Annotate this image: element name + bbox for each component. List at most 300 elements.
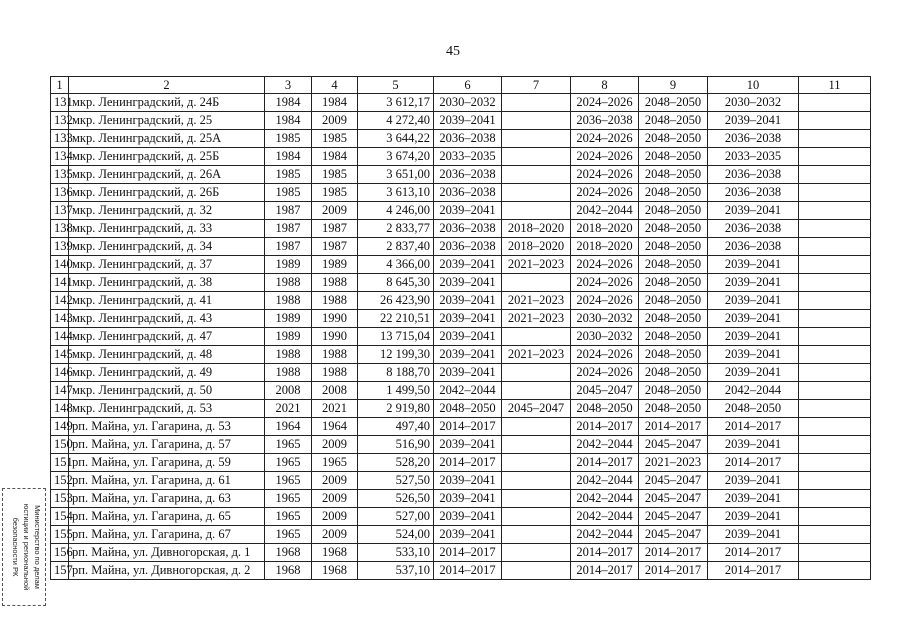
table-cell [799,544,871,562]
table-cell: 2048–2050 [639,364,708,382]
table-cell: 2039–2041 [708,112,799,130]
table-cell: 1984 [265,148,312,166]
table-cell: 22 210,51 [358,310,434,328]
table-cell: 2039–2041 [708,292,799,310]
table-row [51,418,871,436]
table-cell: 516,90 [358,436,434,454]
table-cell: 2018–2020 [571,238,639,256]
table-cell: 2009 [312,472,358,490]
table-cell: 2048–2050 [708,400,799,418]
column-header: 11 [799,77,871,94]
table-cell: 2042–2044 [434,382,502,400]
table-cell [502,202,571,220]
table-cell [502,274,571,292]
table-cell: 2048–2050 [571,400,639,418]
table-cell: 2048–2050 [639,166,708,184]
column-header: 9 [639,77,708,94]
table-cell: 1968 [312,544,358,562]
table-row [51,454,871,472]
table-cell: 132 [51,112,69,130]
table-cell: 2048–2050 [639,346,708,364]
table-row [51,346,871,364]
column-header: 3 [265,77,312,94]
table-cell: 2024–2026 [571,94,639,112]
column-header: 2 [69,77,265,94]
table-cell [502,418,571,436]
table-cell: 2014–2017 [639,418,708,436]
table-cell: 148 [51,400,69,418]
table-cell: мкр. Ленинградский, д. 25А [69,130,265,148]
table-cell: 2039–2041 [434,292,502,310]
table-cell: 2014–2017 [639,562,708,580]
column-header: 4 [312,77,358,94]
table-cell: мкр. Ленинградский, д. 25Б [69,148,265,166]
table-cell [502,184,571,202]
table-cell: 1968 [265,544,312,562]
table-cell [502,526,571,544]
table-cell: 2021–2023 [502,256,571,274]
table-cell: 2 919,80 [358,400,434,418]
table-cell: 156 [51,544,69,562]
table-cell [502,490,571,508]
table-cell: рп. Майна, ул. Гагарина, д. 59 [69,454,265,472]
table-cell [799,508,871,526]
table-cell [799,130,871,148]
stamp-line: юстиции и региональной [22,503,31,591]
table-cell: 2018–2020 [571,220,639,238]
table-cell: 2014–2017 [708,562,799,580]
table-cell: 1987 [312,238,358,256]
column-header: 7 [502,77,571,94]
table-cell: 1964 [312,418,358,436]
table-cell: 2039–2041 [434,490,502,508]
table-cell [502,328,571,346]
column-header: 8 [571,77,639,94]
table-cell [799,562,871,580]
table-cell: 2045–2047 [639,436,708,454]
table-row [51,310,871,328]
table-cell: 2021–2023 [639,454,708,472]
table-cell: 2042–2044 [571,436,639,454]
table-cell: 2039–2041 [434,436,502,454]
table-cell: 2048–2050 [639,382,708,400]
table-cell: 3 613,10 [358,184,434,202]
table-cell: 2045–2047 [639,490,708,508]
table-cell: мкр. Ленинградский, д. 47 [69,328,265,346]
table-cell: 2048–2050 [639,112,708,130]
table-cell: 2042–2044 [571,472,639,490]
table-cell: 2008 [312,382,358,400]
table-cell: мкр. Ленинградский, д. 26Б [69,184,265,202]
table-cell: 2039–2041 [434,328,502,346]
table-cell: 2045–2047 [502,400,571,418]
registration-stamp [2,488,46,606]
table-cell: 135 [51,166,69,184]
table-cell: 1987 [265,202,312,220]
table-cell: 1988 [265,292,312,310]
table-cell: 151 [51,454,69,472]
table-cell: 2036–2038 [434,238,502,256]
table-cell: 2048–2050 [639,148,708,166]
table-row [51,166,871,184]
table-cell: 1985 [265,166,312,184]
table-cell: 4 366,00 [358,256,434,274]
table-cell: 2009 [312,112,358,130]
table-cell: 131 [51,94,69,112]
table-cell: 2039–2041 [708,328,799,346]
table-cell [799,274,871,292]
table-row [51,400,871,418]
table-cell: 145 [51,346,69,364]
table-cell: 2033–2035 [708,148,799,166]
table-cell: 2039–2041 [434,526,502,544]
table-cell: 1968 [265,562,312,580]
table-cell: 2014–2017 [434,544,502,562]
table-cell: 139 [51,238,69,256]
table-cell: 2014–2017 [434,562,502,580]
table-cell: 2021–2023 [502,310,571,328]
table-cell: 2024–2026 [571,364,639,382]
table-cell [502,364,571,382]
table-cell: рп. Майна, ул. Гагарина, д. 53 [69,418,265,436]
table-cell: 2024–2026 [571,274,639,292]
table-cell: мкр. Ленинградский, д. 38 [69,274,265,292]
table-cell: 2 833,77 [358,220,434,238]
table-cell: 138 [51,220,69,238]
table-cell: 2033–2035 [434,148,502,166]
table-cell: 1984 [312,94,358,112]
table-cell: 150 [51,436,69,454]
table-cell: рп. Майна, ул. Гагарина, д. 61 [69,472,265,490]
table-cell: 144 [51,328,69,346]
table-cell [799,364,871,382]
table-cell: 1988 [312,346,358,364]
table-cell [799,328,871,346]
table-cell: 2039–2041 [708,346,799,364]
table-cell: 2024–2026 [571,166,639,184]
table-cell: 2039–2041 [708,256,799,274]
table-cell: 2039–2041 [708,310,799,328]
table-cell: 2021–2023 [502,292,571,310]
table-cell: 2042–2044 [571,202,639,220]
table-cell: 2024–2026 [571,148,639,166]
table-cell: 2014–2017 [708,454,799,472]
table-cell: 2024–2026 [571,346,639,364]
table-cell: 2014–2017 [571,418,639,436]
table-cell: мкр. Ленинградский, д. 24Б [69,94,265,112]
column-header: 1 [51,77,69,94]
table-cell: 153 [51,490,69,508]
table-cell: 1985 [312,184,358,202]
table-cell [799,220,871,238]
table-cell: 2036–2038 [434,130,502,148]
table-cell: мкр. Ленинградский, д. 25 [69,112,265,130]
table-row [51,472,871,490]
table-cell [799,490,871,508]
column-header: 10 [708,77,799,94]
table-row [51,238,871,256]
table-cell: 1965 [265,526,312,544]
table-cell: 2042–2044 [571,490,639,508]
table-row [51,562,871,580]
table-cell: 2036–2038 [708,184,799,202]
table-cell: 2014–2017 [571,454,639,472]
column-header: 6 [434,77,502,94]
table-cell: 1988 [265,364,312,382]
table-cell: 2039–2041 [708,274,799,292]
table-cell: 2039–2041 [434,310,502,328]
table-cell: 2048–2050 [639,202,708,220]
stamp-line: Министерство по делам [33,505,42,589]
table-cell: 4 246,00 [358,202,434,220]
table-cell: 2039–2041 [708,490,799,508]
table-cell [799,346,871,364]
table-cell [502,436,571,454]
table-cell: мкр. Ленинградский, д. 50 [69,382,265,400]
table-row [51,130,871,148]
table-cell [799,472,871,490]
table-cell: 1985 [312,130,358,148]
table-cell: 142 [51,292,69,310]
table-row [51,490,871,508]
table-cell: 2008 [265,382,312,400]
table-cell: 2045–2047 [639,526,708,544]
table-cell [502,130,571,148]
table-cell: 497,40 [358,418,434,436]
table-cell: 3 674,20 [358,148,434,166]
table-cell: 2036–2038 [708,166,799,184]
table-body [51,94,871,580]
table-cell: 149 [51,418,69,436]
table-cell: 2014–2017 [434,418,502,436]
table-cell: 1989 [265,256,312,274]
table-cell: 2042–2044 [708,382,799,400]
table-cell: 2036–2038 [708,238,799,256]
table-cell: рп. Майна, ул. Гагарина, д. 65 [69,508,265,526]
table-cell: 2014–2017 [434,454,502,472]
table-cell: 1985 [265,130,312,148]
table-cell: 2039–2041 [434,256,502,274]
table-cell: 26 423,90 [358,292,434,310]
table-cell: 137 [51,202,69,220]
table-cell: 2048–2050 [639,238,708,256]
table-cell: 146 [51,364,69,382]
table-cell [502,112,571,130]
table-cell: 2039–2041 [708,364,799,382]
table-cell: 2042–2044 [571,508,639,526]
table-cell: 1965 [265,472,312,490]
table-cell: 2045–2047 [639,472,708,490]
table-cell: 2039–2041 [434,202,502,220]
table-cell: 2039–2041 [434,364,502,382]
table-cell: 2036–2038 [434,166,502,184]
table-cell: 4 272,40 [358,112,434,130]
table-cell: 2009 [312,202,358,220]
table-cell: 3 612,17 [358,94,434,112]
table-row [51,148,871,166]
table-cell: 2021–2023 [502,346,571,364]
table-cell: 2039–2041 [708,202,799,220]
table-cell [799,292,871,310]
table-cell: 2036–2038 [434,220,502,238]
table-cell: 2048–2050 [639,256,708,274]
table-row [51,436,871,454]
housing-registry-table [50,76,871,580]
table-cell: 2 837,40 [358,238,434,256]
table-cell: 2039–2041 [434,274,502,292]
table-cell: рп. Майна, ул. Дивногорская, д. 2 [69,562,265,580]
table-row [51,274,871,292]
table-cell: 1988 [312,274,358,292]
table-row [51,220,871,238]
table-cell: 13 715,04 [358,328,434,346]
table-cell: 8 645,30 [358,274,434,292]
table-cell: 133 [51,130,69,148]
table-cell: 1987 [265,238,312,256]
table-cell: мкр. Ленинградский, д. 53 [69,400,265,418]
table-cell: 155 [51,526,69,544]
table-cell: 1987 [312,220,358,238]
table-cell: 134 [51,148,69,166]
table-cell: 526,50 [358,490,434,508]
table-cell: 1990 [312,328,358,346]
table-cell: 527,50 [358,472,434,490]
table-cell: 537,10 [358,562,434,580]
table-cell: 524,00 [358,526,434,544]
table-cell: мкр. Ленинградский, д. 32 [69,202,265,220]
table-cell: 1968 [312,562,358,580]
table-cell [502,454,571,472]
table-cell: мкр. Ленинградский, д. 49 [69,364,265,382]
table-cell: 1990 [312,310,358,328]
table-cell [799,238,871,256]
table-cell: мкр. Ленинградский, д. 43 [69,310,265,328]
table-cell: рп. Майна, ул. Гагарина, д. 67 [69,526,265,544]
table-cell: мкр. Ленинградский, д. 33 [69,220,265,238]
table-cell: 2009 [312,526,358,544]
table-cell [799,454,871,472]
table-cell: 2036–2038 [708,220,799,238]
table-cell: 1988 [265,346,312,364]
table-row [51,526,871,544]
table-cell: 1988 [312,292,358,310]
table-cell: 140 [51,256,69,274]
table-cell: 2014–2017 [571,562,639,580]
table-cell: 1989 [312,256,358,274]
table-cell: 147 [51,382,69,400]
column-header: 5 [358,77,434,94]
table-cell: 3 651,00 [358,166,434,184]
table-cell [502,166,571,184]
table-cell: 2030–2032 [434,94,502,112]
table-row [51,184,871,202]
table-cell: 1987 [265,220,312,238]
table-cell [502,508,571,526]
table-cell: 2039–2041 [708,526,799,544]
table-cell: 2039–2041 [708,508,799,526]
table-cell: 2030–2032 [571,328,639,346]
table-row [51,328,871,346]
table-cell [502,148,571,166]
table-cell: рп. Майна, ул. Дивногорская, д. 1 [69,544,265,562]
table-cell: 1965 [265,508,312,526]
table-cell: 2024–2026 [571,184,639,202]
table-row [51,508,871,526]
table-cell: 2036–2038 [434,184,502,202]
table-cell: 1989 [265,310,312,328]
table-cell [799,310,871,328]
table-cell: 1989 [265,328,312,346]
table-cell: 1964 [265,418,312,436]
table-cell: 2048–2050 [639,274,708,292]
table-cell: 2024–2026 [571,256,639,274]
table-cell: 141 [51,274,69,292]
table-cell: 152 [51,472,69,490]
table-cell: 143 [51,310,69,328]
table-cell: 2014–2017 [571,544,639,562]
table-cell: 2021 [265,400,312,418]
table-cell: 2039–2041 [708,472,799,490]
table-cell: мкр. Ленинградский, д. 37 [69,256,265,274]
table-cell: 2018–2020 [502,220,571,238]
table-cell: 2024–2026 [571,130,639,148]
table-cell: рп. Майна, ул. Гагарина, д. 63 [69,490,265,508]
table-row [51,112,871,130]
table-cell [799,166,871,184]
table-cell: 2036–2038 [571,112,639,130]
table-cell: 2039–2041 [708,436,799,454]
table-cell: 2009 [312,508,358,526]
table-row [51,364,871,382]
table-cell: 1965 [265,454,312,472]
table-cell: 2024–2026 [571,292,639,310]
table-cell: 2048–2050 [434,400,502,418]
table-cell: 2048–2050 [639,328,708,346]
table-cell: 1984 [312,148,358,166]
table-cell: 2036–2038 [708,130,799,148]
table-cell [799,382,871,400]
table-cell: 1985 [312,166,358,184]
table-cell: 157 [51,562,69,580]
table-row [51,202,871,220]
table-cell: 2009 [312,436,358,454]
table-row [51,94,871,112]
table-cell: 2039–2041 [434,112,502,130]
table-cell [799,436,871,454]
table-cell [799,526,871,544]
table-cell: 528,20 [358,454,434,472]
table-cell: 2042–2044 [571,526,639,544]
table-cell: 2045–2047 [639,508,708,526]
table-cell: 12 199,30 [358,346,434,364]
table-cell [799,94,871,112]
table-cell: 2048–2050 [639,220,708,238]
table-cell: 1985 [265,184,312,202]
table-cell [799,256,871,274]
column-number-row [51,77,871,94]
table-cell: рп. Майна, ул. Гагарина, д. 57 [69,436,265,454]
table-cell: 136 [51,184,69,202]
table-cell [799,148,871,166]
table-cell: 1965 [265,490,312,508]
table-cell: 1988 [312,364,358,382]
table-cell: 2030–2032 [708,94,799,112]
table-cell: 2039–2041 [434,508,502,526]
table-row [51,256,871,274]
table-row [51,382,871,400]
table-cell [502,472,571,490]
stamp-line: безопасности РК [11,517,20,577]
